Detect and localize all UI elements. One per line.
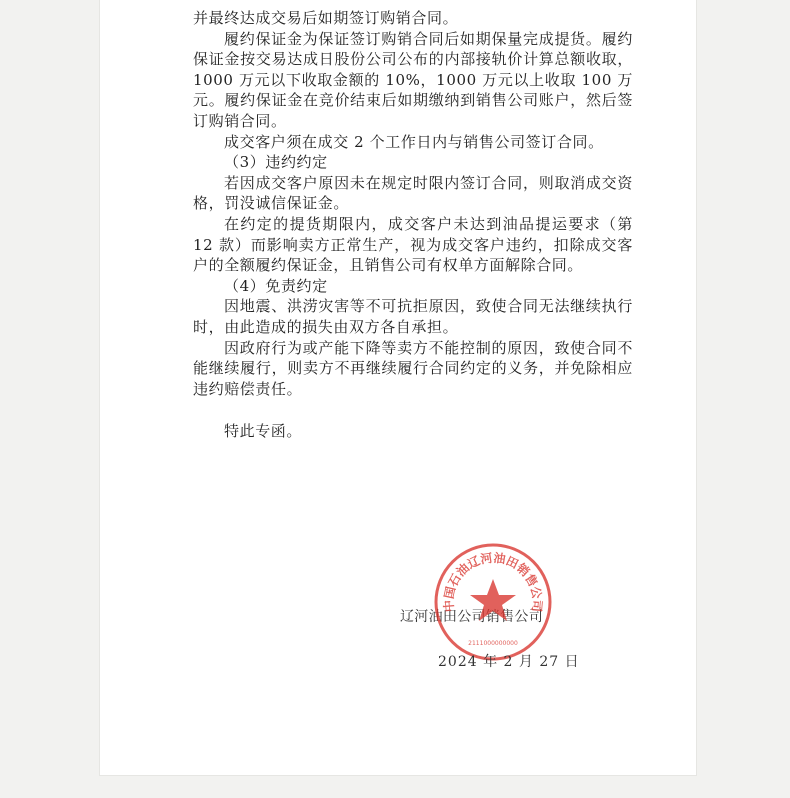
paragraph-breach-pickup: 在约定的提货期限内，成交客户未达到油品提运要求（第 12 款）而影响卖方正常生产，视为成交客户违约，扣除成交客户的全额履约保证金，且销售公司有权单方面解除合同。 bbox=[193, 214, 633, 275]
seal-star-icon bbox=[470, 579, 516, 621]
paragraph-force-majeure: 因地震、洪涝灾害等不可抗拒原因，致使合同无法继续执行时，由此造成的损失由双方各自承担。 bbox=[193, 297, 633, 336]
document-date: 2024 年 2 月 27 日 bbox=[438, 654, 580, 670]
closing-remark: 特此专函。 bbox=[224, 422, 303, 441]
section-heading-breach: （3）违约约定 bbox=[224, 153, 328, 172]
document-page bbox=[100, 0, 696, 775]
signature-company: 辽河油田公司销售公司 bbox=[400, 609, 543, 625]
document-body bbox=[193, 8, 633, 442]
paragraph-breach-signing: 若因成交客户原因未在规定时限内签订合同，则取消成交资格，罚没诚信保证金。 bbox=[193, 173, 633, 213]
paragraph-performance-bond: 履约保证金为保证签订购销合同后如期保量完成提货。履约保证金按交易达成日股份公司公布的内部接轨价计算总额收取，1000 万元以下收取金额的 10%，1000 万元以上收取 100 万元。履约保证金在竞价结束后如期缴纳到销售公司账户，然后签订购销合同。 bbox=[193, 29, 633, 130]
section-heading-exemption: （4）免责约定 bbox=[224, 276, 328, 295]
seal-text: 中国石油辽河油田销售公司 bbox=[441, 550, 545, 613]
paragraph-government-action: 因政府行为或产能下降等卖方不能控制的原因，致使合同不能继续履行，则卖方不再继续履行合同约定的义务，并免除相应违约赔偿责任。 bbox=[193, 338, 633, 398]
paragraph-signing-deadline: 成交客户须在成交 2 个工作日内与销售公司签订合同。 bbox=[224, 132, 604, 151]
seal-code: 2111000000000 bbox=[468, 640, 518, 647]
official-seal-stamp bbox=[432, 541, 554, 663]
paragraph-contract-signing: 并最终达成交易后如期签订购销合同。 bbox=[193, 9, 459, 27]
